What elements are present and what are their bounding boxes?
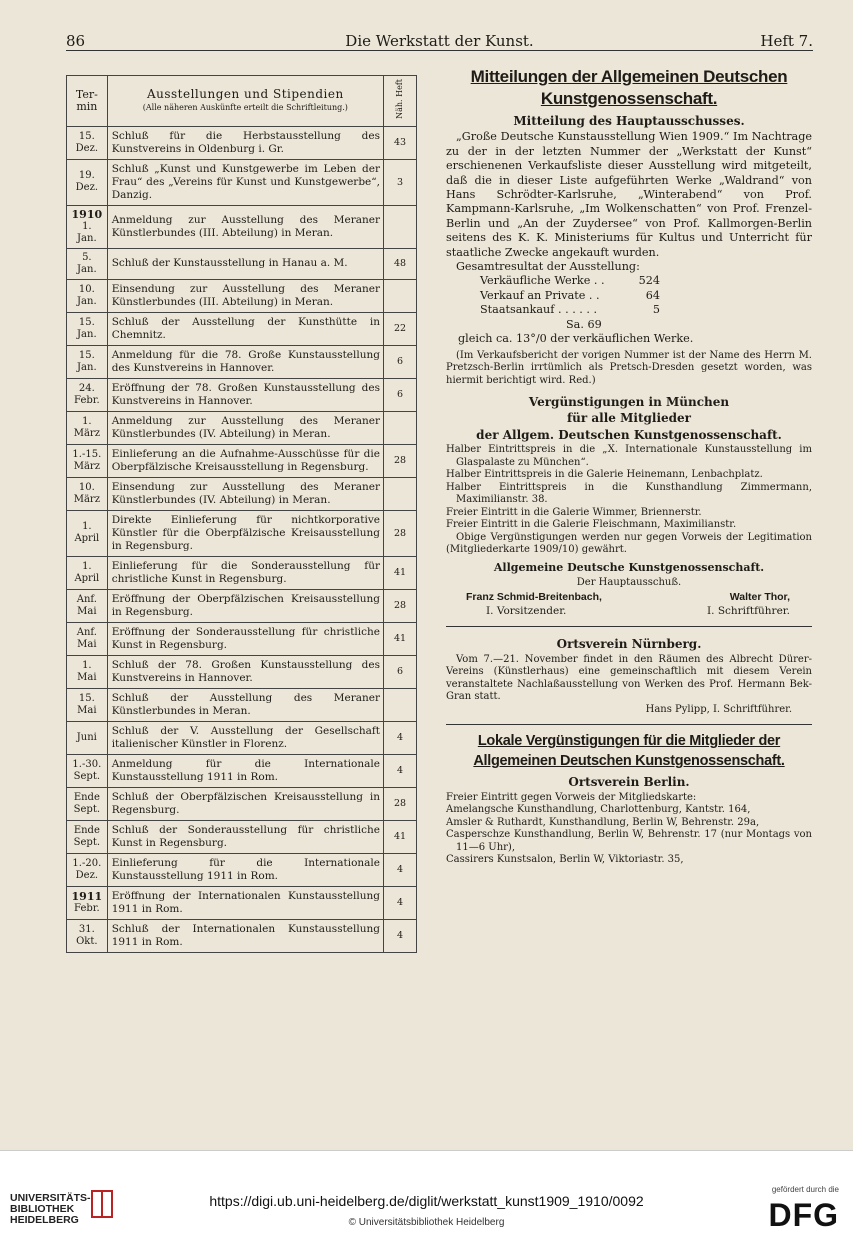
- row-date-text: 1.-15. März: [72, 448, 102, 472]
- row-date-text: Ende Sept.: [73, 791, 101, 815]
- row-date-text: 15. Dez.: [75, 130, 99, 154]
- benefits-note: Obige Vergünstigungen werden nur gegen Vorweis der Legitimation (Mitgliederkarte 1909/10) gewährt.: [446, 531, 812, 556]
- row-ref: 22: [383, 312, 416, 345]
- row-ref: 6: [383, 655, 416, 688]
- row-date-text: 10. März: [73, 481, 100, 505]
- row-date-text: 15. Jan.: [77, 316, 97, 340]
- issue-number: Heft 7.: [760, 32, 813, 50]
- table-row: [67, 655, 417, 688]
- result-label: Staatsankauf . . . . . .: [480, 303, 598, 317]
- row-date-text: Anf. Mai: [76, 593, 97, 617]
- row-ref: [383, 477, 416, 510]
- row-text: Schluß der Ausstellung des Meraner Künstlerbundes in Meran.: [107, 688, 383, 721]
- row-text: Anmeldung für die Internationale Kunstausstellung 1911 in Rom.: [107, 754, 383, 787]
- row-date: [67, 159, 108, 205]
- row-text: Schluß für die Herbstausstellung des Kunstvereins in Oldenburg i. Gr.: [107, 126, 383, 159]
- row-year: 1910: [71, 207, 103, 221]
- table-row: [67, 411, 417, 444]
- row-text: Eröffnung der Internationalen Kunstausstellung 1911 in Rom.: [107, 886, 383, 919]
- berlin-list: [446, 804, 812, 867]
- table-row: [67, 820, 417, 853]
- row-text: Einlieferung für die Internationale Kunstausstellung 1911 in Rom.: [107, 853, 383, 886]
- result-line: [446, 303, 812, 317]
- row-ref: [383, 688, 416, 721]
- row-text: Anmeldung zur Ausstellung des Meraner Künstlerbundes (III. Abteilung) in Meran.: [107, 205, 383, 248]
- row-date: [67, 312, 108, 345]
- row-date: [67, 477, 108, 510]
- percent-line: gleich ca. 13°/0 der verkäuflichen Werke.: [458, 332, 694, 346]
- row-ref: 4: [383, 919, 416, 952]
- table-row: [67, 345, 417, 378]
- row-date-text: 10. Jan.: [77, 283, 97, 307]
- col-term-header: Ter- min: [67, 76, 108, 127]
- row-ref: 4: [383, 853, 416, 886]
- row-date: [67, 248, 108, 279]
- row-ref: 3: [383, 159, 416, 205]
- benefit-item: Halber Eintrittspreis in die Kunsthandlung Zimmermann, Maximilianstr. 38.: [446, 481, 812, 506]
- headline-line2: Kunstgenossenschaft.: [540, 89, 718, 108]
- section-heading: Ortsverein Berlin.: [568, 775, 690, 790]
- row-ref: 28: [383, 444, 416, 477]
- row-date-text: 1.-30. Sept.: [72, 758, 102, 782]
- berlin-item: Cassirers Kunstsalon, Berlin W, Viktoriastr. 35,: [446, 854, 684, 866]
- header-rule: [66, 50, 813, 51]
- headline-line2: Allgemeinen Deutschen Kunstgenossenschaft.: [473, 753, 785, 770]
- col-ref-header: [383, 76, 416, 127]
- row-text: Anmeldung zur Ausstellung des Meraner Künstlerbundes (IV. Abteilung) in Meran.: [107, 411, 383, 444]
- row-ref: 41: [383, 820, 416, 853]
- row-ref: [383, 205, 416, 248]
- section-heading: Ortsverein Nürnberg.: [556, 637, 702, 652]
- row-date-text: 19. Dez.: [75, 170, 99, 194]
- benefit-item: Halber Eintrittspreis in die Galerie Heinemann, Lenbachplatz.: [446, 469, 763, 481]
- result-value: 64: [645, 288, 660, 302]
- col-ref-label: Näh. Heft: [395, 79, 405, 119]
- row-ref: 28: [383, 589, 416, 622]
- divider: [446, 626, 812, 633]
- section-heading: für alle Mitglieder: [567, 411, 691, 426]
- table-body: [67, 126, 417, 952]
- row-text: Eröffnung der 78. Großen Kunstausstellung des Kunstvereins in Hannover.: [107, 378, 383, 411]
- committee: Der Hauptausschuß.: [576, 577, 682, 589]
- row-text: Schluß „Kunst und Kunstgewerbe im Leben der Frau“ des „Vereins für Kunst und Kunstgewerbe“, Danzig.: [107, 159, 383, 205]
- row-date-text: Ende Sept.: [73, 824, 101, 848]
- row-date: [67, 510, 108, 556]
- table-row: [67, 886, 417, 919]
- row-date-text: Febr.: [74, 902, 100, 914]
- section-heading: der Allgem. Deutschen Kunstgenossenschaft.: [476, 427, 782, 442]
- section-heading: Vergünstigungen in München: [528, 395, 730, 409]
- exhibitions-table: [66, 75, 417, 953]
- row-date: [67, 444, 108, 477]
- result-value: 5: [652, 303, 660, 317]
- row-ref: [383, 279, 416, 312]
- row-text: Eröffnung der Oberpfälzischen Kreisausstellung in Regensburg.: [107, 589, 383, 622]
- table-row: [67, 126, 417, 159]
- table-row: [67, 853, 417, 886]
- row-date: [67, 126, 108, 159]
- row-text: Einsendung zur Ausstellung des Meraner Künstlerbundes (III. Abteilung) in Meran.: [107, 279, 383, 312]
- row-text: Schluß der Kunstausstellung in Hanau a. M.: [107, 248, 383, 279]
- table-row: [67, 787, 417, 820]
- table-row: [67, 721, 417, 754]
- row-ref: 4: [383, 721, 416, 754]
- benefit-item: Freier Eintritt in die Galerie Fleischmann, Maximilianstr.: [446, 519, 737, 531]
- table-note: (Alle näheren Auskünfte erteilt die Schriftleitung.): [142, 102, 348, 112]
- row-ref: 4: [383, 886, 416, 919]
- col-title-header: [107, 76, 383, 127]
- row-date: [67, 556, 108, 589]
- row-date-text: 1. März: [73, 415, 100, 439]
- table-row: [67, 510, 417, 556]
- dfg-logo: DFG: [768, 1197, 839, 1233]
- row-text: Anmeldung für die 78. Große Kunstausstellung des Kunstvereins in Hannover.: [107, 345, 383, 378]
- section-heading: Allgemeine Deutsche Kunstgenossenschaft.: [493, 560, 765, 574]
- benefits-list: [446, 444, 812, 532]
- row-date-text: 15. Mai: [77, 692, 97, 716]
- row-date-text: 31. Okt.: [76, 923, 98, 947]
- row-date-text: Juni: [76, 731, 97, 743]
- row-text: Einsendung zur Ausstellung des Meraner Künstlerbundes (IV. Abteilung) in Meran.: [107, 477, 383, 510]
- result-label: Verkäufliche Werke . .: [480, 274, 605, 288]
- result-lines: [446, 274, 812, 317]
- row-text: Schluß der V. Ausstellung der Gesellschaft italienischer Künstler in Florenz.: [107, 721, 383, 754]
- copyright: © Universitätsbibliothek Heidelberg: [348, 1217, 505, 1228]
- result-line: [446, 274, 812, 288]
- table-row: [67, 312, 417, 345]
- row-ref: 28: [383, 510, 416, 556]
- table-row: [67, 477, 417, 510]
- berlin-item: Amsler & Ruthardt, Kunsthandlung, Berlin W, Behrenstr. 29a,: [446, 816, 760, 828]
- table-row: [67, 754, 417, 787]
- table-row: [67, 205, 417, 248]
- row-date: [67, 919, 108, 952]
- page-number: 86: [66, 32, 86, 50]
- berlin-item: Casperschze Kunsthandlung, Berlin W, Behrenstr. 17 (nur Montags von 11—6 Uhr),: [446, 829, 812, 853]
- row-date-text: 15. Jan.: [77, 349, 97, 373]
- row-text: Schluß der Ausstellung der Kunsthütte in Chemnitz.: [107, 312, 383, 345]
- row-date: [67, 886, 108, 919]
- table-row: [67, 589, 417, 622]
- footer-bar: [0, 1150, 853, 1243]
- table-title: Ausstellungen und Stipendien: [146, 86, 344, 101]
- row-date: [67, 378, 108, 411]
- row-ref: 48: [383, 248, 416, 279]
- paragraph: „Große Deutsche Kunstausstellung Wien 1909.“ Im Nachtrage zu der in der letzten Nummer der „Werkstatt der Kunst“ erschienenen Verkaufsliste dieser Ausstellung wird mitgeteilt, daß die in dieser Liste aufgeführten Werke „Waldrand“ von Hans Schrödter-Karlsruhe, „Winterabend“ von Prof. Kampmann-Karlsruhe, „Im Wolkenschatten“ von Prof. Frenzel-Berlin und „An der Zuydersee“ von Prof. Kallmorgen-Berlin seitens des K. K. Ministeriums für Kultus und Unterricht für staatliche Zwecke angekauft wurden.: [446, 130, 812, 259]
- result-value: 524: [638, 274, 660, 288]
- row-date-text: 5. Jan.: [77, 251, 97, 275]
- library-logo: UNIVERSITÄTS- BIBLIOTHEK HEIDELBERG: [10, 1192, 91, 1226]
- row-date: [67, 655, 108, 688]
- row-date: [67, 622, 108, 655]
- row-date: [67, 205, 108, 248]
- signature-roles: [446, 604, 812, 618]
- table-row: [67, 688, 417, 721]
- editor-note: (Im Verkaufsbericht der vorigen Nummer ist der Name des Herrn M. Pretzsch-Berlin irrtümlich als Pretsch-Dresden gesetzt worden, was hiermit berichtigt wird. Red.): [446, 349, 812, 386]
- signature-1: Franz Schmid-Breitenbach,: [466, 590, 602, 603]
- row-date: [67, 345, 108, 378]
- headline-line1: Lokale Vergünstigungen für die Mitglieder der: [477, 733, 781, 750]
- main-headline: [446, 66, 812, 110]
- headline-line1: Mitteilungen der Allgemeinen Deutschen: [470, 67, 788, 86]
- permalink[interactable]: https://digi.ub.uni-heidelberg.de/diglit/werkstatt_kunst1909_1910/0092: [209, 1193, 644, 1209]
- row-date-text: 1. April: [74, 521, 100, 545]
- result-label: Verkauf an Private . .: [480, 288, 600, 302]
- row-date-text: 1.-20. Dez.: [72, 857, 102, 881]
- row-ref: 4: [383, 754, 416, 787]
- row-date: [67, 820, 108, 853]
- running-header: [66, 28, 813, 50]
- row-text: Direkte Einlieferung für nichtkorporative Künstler für die Oberpfälzische Kreisausstellung in Regensburg.: [107, 510, 383, 556]
- signature-2: Walter Thor,: [729, 590, 790, 603]
- row-date: [67, 721, 108, 754]
- row-ref: 6: [383, 378, 416, 411]
- row-date: [67, 787, 108, 820]
- row-text: Schluß der 78. Großen Kunstausstellung des Kunstvereins in Hannover.: [107, 655, 383, 688]
- row-date: [67, 688, 108, 721]
- signature-2-role: I. Schriftführer.: [707, 605, 790, 618]
- journal-title: Die Werkstatt der Kunst.: [345, 32, 534, 50]
- table-row: [67, 378, 417, 411]
- row-text: Schluß der Sonderausstellung für christliche Kunst in Regensburg.: [107, 820, 383, 853]
- row-year: 1911: [71, 889, 103, 903]
- signature-1-role: I. Vorsitzender.: [486, 605, 567, 618]
- row-date-text: Anf. Mai: [76, 626, 97, 650]
- row-date: [67, 411, 108, 444]
- row-date-text: 24. Febr.: [74, 382, 100, 406]
- right-column: [446, 66, 812, 867]
- benefit-item: Halber Eintrittspreis in die „X. Internationale Kunstausstellung im Glaspalaste zu München“.: [446, 444, 812, 468]
- row-text: Eröffnung der Sonderausstellung für christliche Kunst in Regensburg.: [107, 622, 383, 655]
- signature-names: [446, 590, 812, 604]
- headline-local: [446, 731, 812, 771]
- sum-line: Sa. 69: [566, 317, 602, 331]
- row-date: [67, 853, 108, 886]
- section-heading: Mitteilung des Hauptausschusses.: [513, 114, 745, 128]
- row-date-text: 1. Jan.: [77, 220, 97, 244]
- table-row: [67, 919, 417, 952]
- funding-note: gefördert durch die: [771, 1185, 839, 1194]
- row-text: Schluß der Oberpfälzischen Kreisausstellung in Regensburg.: [107, 787, 383, 820]
- row-ref: 41: [383, 556, 416, 589]
- divider: [446, 724, 812, 731]
- row-ref: 43: [383, 126, 416, 159]
- signature: Hans Pylipp, I. Schriftführer.: [645, 703, 792, 715]
- row-date-text: 1. Mai: [77, 659, 97, 683]
- table-row: [67, 444, 417, 477]
- table-row: [67, 279, 417, 312]
- row-text: Schluß der Internationalen Kunstausstellung 1911 in Rom.: [107, 919, 383, 952]
- row-text: Einlieferung für die Sonderausstellung für christliche Kunst in Regensburg.: [107, 556, 383, 589]
- table-row: [67, 556, 417, 589]
- table-row: [67, 248, 417, 279]
- row-ref: [383, 411, 416, 444]
- berlin-item: Amelangsche Kunsthandlung, Charlottenburg, Kantstr. 164,: [446, 804, 751, 816]
- total-label: Gesamtresultat der Ausstellung:: [456, 260, 640, 274]
- row-ref: 28: [383, 787, 416, 820]
- paragraph: Freier Eintritt gegen Vorweis der Mitgliedskarte:: [446, 791, 697, 803]
- row-date: [67, 589, 108, 622]
- row-ref: 41: [383, 622, 416, 655]
- row-date-text: 1. April: [74, 560, 100, 584]
- row-date: [67, 279, 108, 312]
- table-row: [67, 622, 417, 655]
- benefit-item: Freier Eintritt in die Galerie Wimmer, Briennerstr.: [446, 506, 702, 518]
- row-ref: 6: [383, 345, 416, 378]
- row-text: Einlieferung an die Aufnahme-Ausschüsse für die Oberpfälzische Kreisausstellung in Regensburg.: [107, 444, 383, 477]
- paragraph: Vom 7.—21. November findet in den Räumen des Albrecht Dürer-Vereins (Künstlerhaus) eine gemeinschaftlich mit diesem Verein veranstaltete Nachlaßausstellung von Werken des Prof. Hermann Bek-Gran statt.: [446, 653, 812, 703]
- row-date: [67, 754, 108, 787]
- table-row: [67, 159, 417, 205]
- result-line: [446, 289, 812, 303]
